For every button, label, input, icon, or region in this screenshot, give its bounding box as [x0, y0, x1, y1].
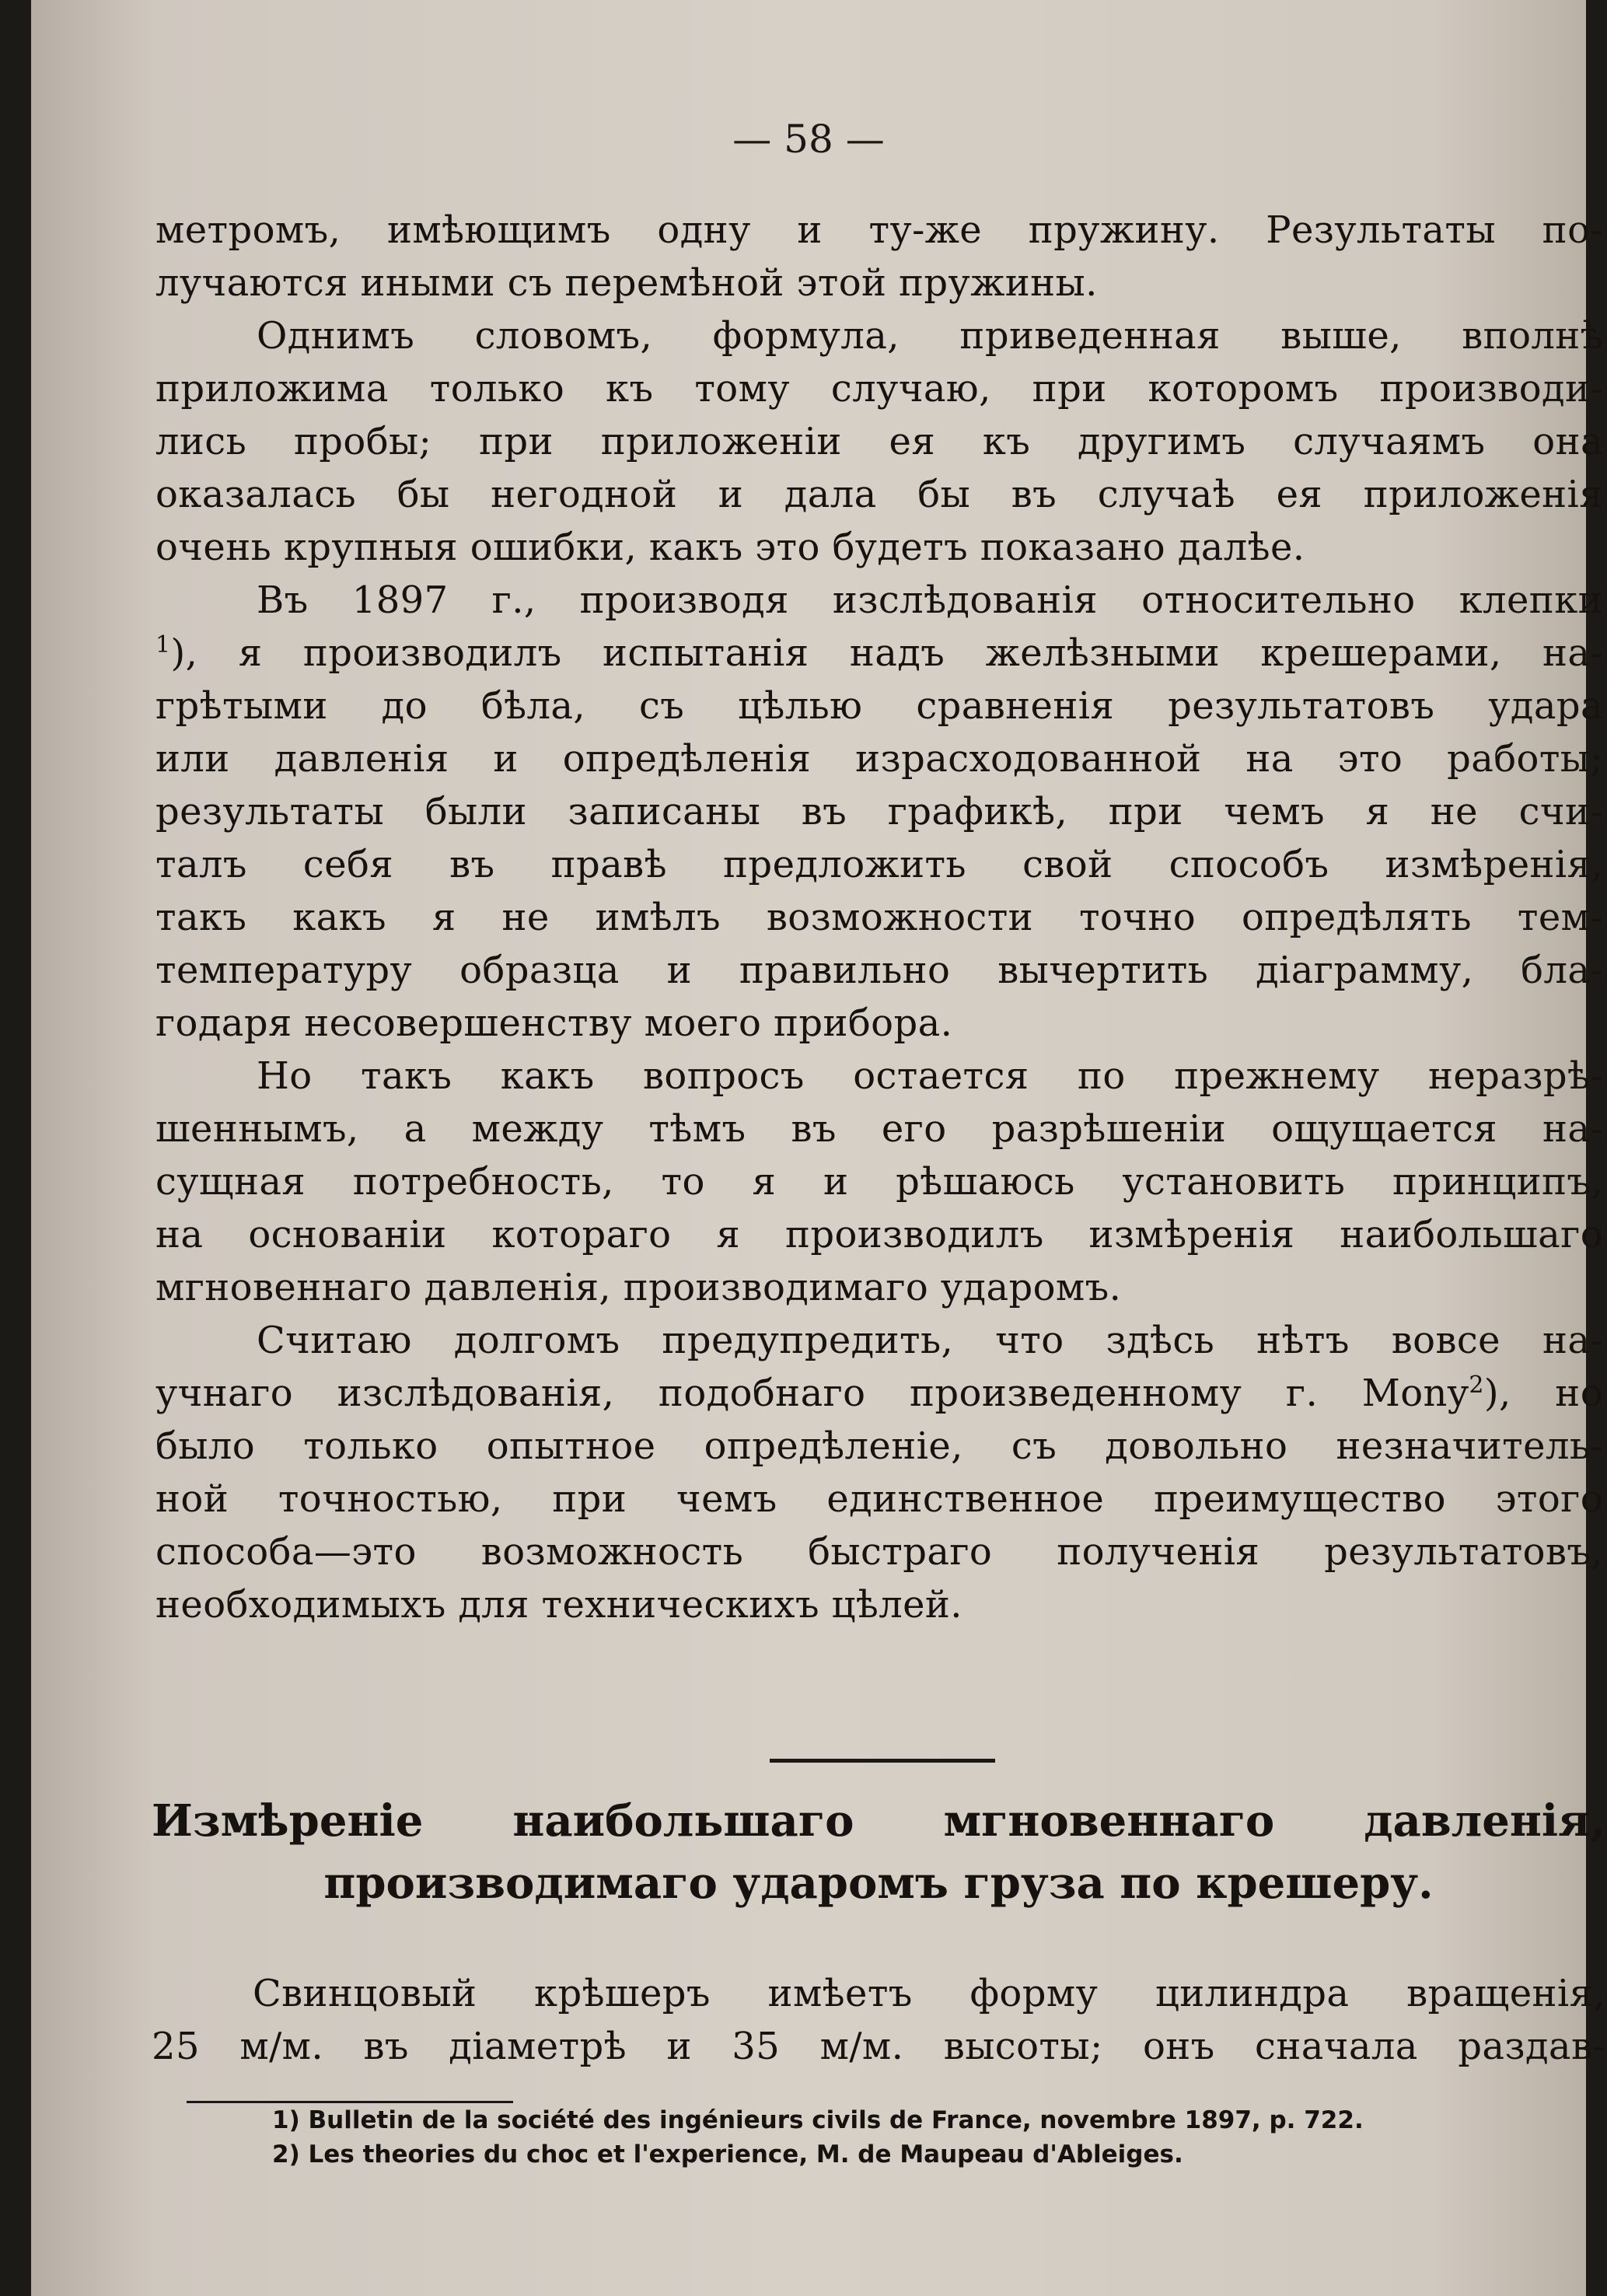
book-page — [31, 0, 1605, 2296]
text-line: было только опытное опредѣленіе, съ довольно незначитель- — [155, 1424, 1603, 1468]
text-line: такъ какъ я не имѣлъ возможности точно опредѣлять тем- — [155, 896, 1603, 939]
footnote-mark: 2) — [272, 2140, 300, 2168]
footnotes — [272, 2103, 1594, 2172]
text-line: оказалась бы негодной и дала бы въ случаѣ ея приложенія — [155, 473, 1603, 516]
text-line: сущная потребность, то я и рѣшаюсь установить принципъ, — [155, 1160, 1603, 1204]
text-line: годаря несовершенству моего прибора. — [155, 1001, 953, 1045]
text-line: способа—это возможность быстраго полученія результатовъ, — [155, 1530, 1603, 1574]
text-line: очень крупныя ошибки, какъ это будетъ показано далѣе. — [155, 526, 1305, 569]
text-line: необходимыхъ для техническихъ цѣлей. — [155, 1583, 962, 1627]
text-line: приложима только къ тому случаю, при которомъ производи- — [155, 367, 1603, 411]
section-heading — [152, 1790, 1605, 1914]
text-line: или давленія и опредѣленія израсходованной на это работы; — [155, 737, 1603, 781]
closing-text — [152, 1967, 1605, 2073]
footnote-text: Bulletin de la société des ingénieurs civils de France, novembre 1897, p. 722. — [308, 2106, 1364, 2134]
footnote-ref: 2 — [1469, 1372, 1484, 1399]
text-line: грѣтыми до бѣла, съ цѣлью сравненія результатовъ удара — [155, 684, 1603, 728]
text-line: лись пробы; при приложеніи ея къ другимъ случаямъ она — [155, 420, 1603, 463]
text-line: метромъ, имѣющимъ одну и ту-же пружину. Результаты по- — [155, 208, 1603, 252]
text-line-fragment: ), но — [1483, 1372, 1603, 1415]
text-line-fragment: учнаго изслѣдованія, подобнаго произведенному г. Mony — [155, 1372, 1469, 1415]
footnote — [272, 2103, 1594, 2137]
text-line-fragment: ), я производилъ испытанія надъ желѣзными крешерами, на- — [170, 631, 1603, 675]
footnote-ref: 1 — [155, 631, 171, 659]
text-line: результаты были записаны въ графикѣ, при чемъ я не счи- — [155, 790, 1603, 833]
footnote — [272, 2137, 1594, 2172]
section-divider — [770, 1759, 995, 1763]
page-number: — 58 — — [732, 117, 885, 162]
text-line: мгновеннаго давленія, производимаго ударомъ. — [155, 1266, 1122, 1309]
text-line: талъ себя въ правѣ предложить свой способъ измѣренія, — [155, 843, 1603, 886]
text-line — [155, 1367, 1603, 1420]
text-line: Свинцовый крѣшеръ имѣетъ форму цилиндра вращенія, — [253, 1972, 1605, 2015]
heading-line: Измѣреніе наибольшаго мгновеннаго давленія, — [152, 1795, 1605, 1847]
text-line: ной точностью, при чемъ единственное преимущество этого — [155, 1477, 1603, 1521]
text-line: шеннымъ, а между тѣмъ въ его разрѣшеніи ощущается на- — [155, 1107, 1603, 1151]
text-line: Но такъ какъ вопросъ остается по прежнему неразрѣ- — [257, 1054, 1603, 1098]
text-line: Въ 1897 г., производя изслѣдованія относительно клепки — [257, 578, 1603, 622]
text-line: Однимъ словомъ, формула, приведенная выше, вполнѣ — [257, 314, 1603, 358]
footnote-text: Les theories du choc et l'experience, M. de Maupeau d'Ableiges. — [308, 2140, 1183, 2168]
heading-line: производимаго ударомъ груза по крешеру. — [323, 1857, 1434, 1909]
text-line: лучаются иными съ перемѣной этой пружины. — [155, 261, 1098, 305]
text-line — [155, 627, 1603, 680]
body-text — [155, 204, 1603, 1631]
footnote-mark: 1) — [272, 2106, 300, 2134]
text-line: на основаніи котораго я производилъ измѣренія наибольшаго — [155, 1213, 1603, 1256]
text-line: температуру образца и правильно вычертить діаграмму, бла- — [155, 949, 1603, 992]
text-line: Считаю долгомъ предупредить, что здѣсь нѣтъ вовсе на- — [257, 1319, 1603, 1362]
text-line: 25 м/м. въ діаметрѣ и 35 м/м. высоты; онъ сначала раздав- — [152, 2025, 1605, 2068]
